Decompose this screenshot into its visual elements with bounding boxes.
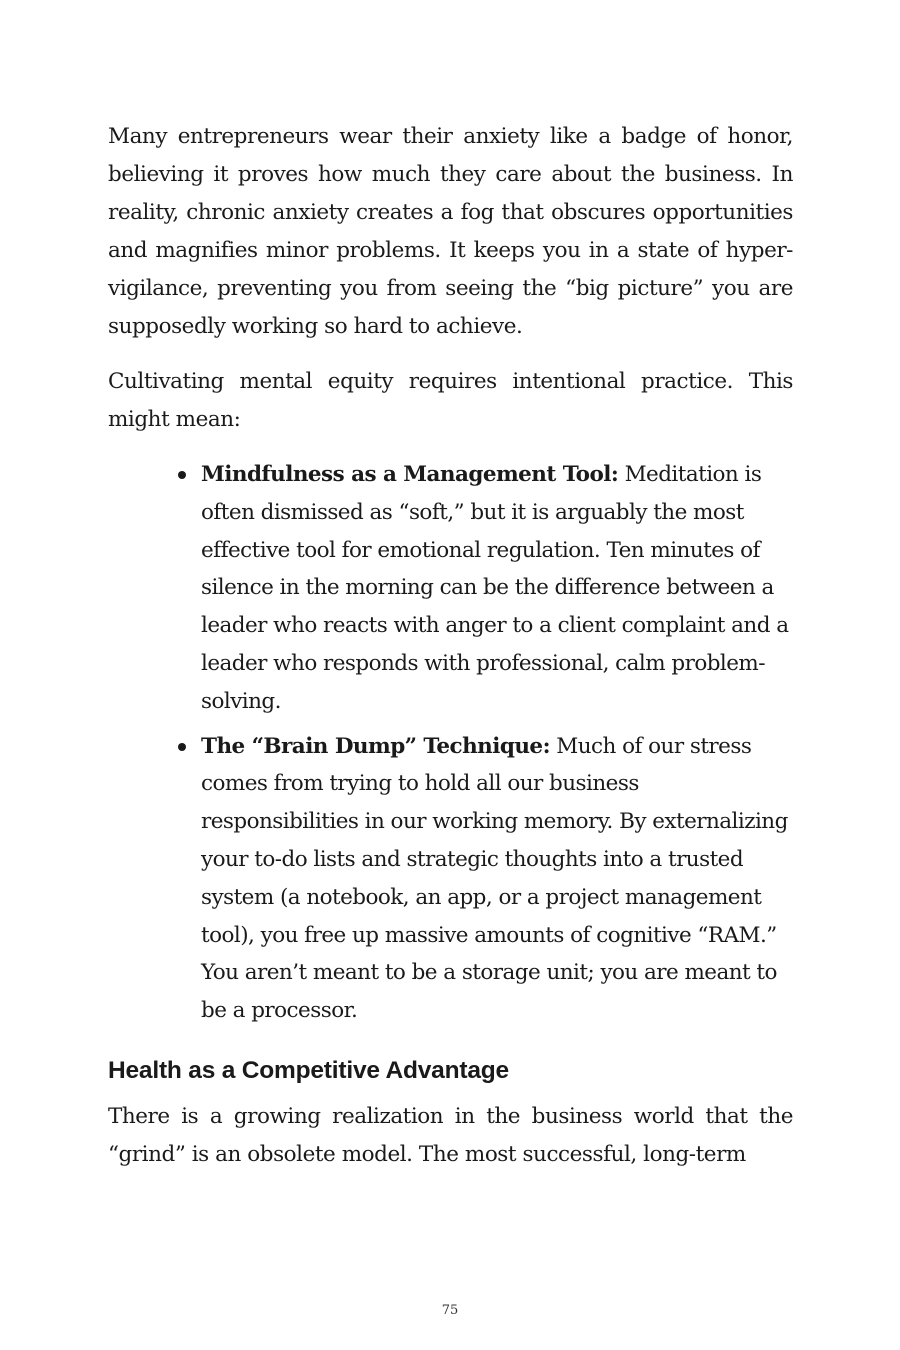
paragraph-anxiety: Many entrepreneurs wear their anxiety like a badge of honor, believing it proves how much they care about the business. In reality, chronic anxiety creates a fog that obscures opportunities and magnifies minor problems. It keeps you in a state of hyper-vigilance, preventing you from seeing the “big picture” you are supposedly working so hard to achieve.	[108, 124, 793, 339]
page-body	[108, 118, 793, 1174]
practice-list	[108, 456, 793, 1030]
list-item-title: Mindfulness as a Management Tool:	[201, 462, 619, 487]
list-item-brain-dump	[201, 728, 793, 1030]
list-item-text: Meditation is often dismissed as “soft,” but it is arguably the most effective tool for emotional regulation. Ten minutes of silence in the morning can be the difference between a leader who reacts with anger to a client complaint and a leader who responds with professional, calm problem-solving.	[201, 462, 789, 714]
bullet-icon	[178, 743, 186, 751]
list-item-mindfulness	[201, 456, 793, 721]
paragraph-health: There is a growing realization in the business world that the “grind” is an obsolete model. The most successful, long-term	[108, 1103, 793, 1167]
list-item-title: The “Brain Dump” Technique:	[201, 733, 550, 759]
bullet-icon	[178, 471, 186, 479]
list-item-text: Much of our stress comes from trying to hold all our business responsibilities in our working memory. By externalizing your to-do lists and strategic thoughts into a trusted system (a notebook, an app, or a project management tool), you free up massive amounts of cognitive “RAM.” You aren’t meant to be a storage unit; you are meant to be a processor.	[201, 733, 788, 1024]
paragraph-mental-equity: Cultivating mental equity requires intentional practice. This might mean:	[108, 369, 793, 432]
page-number: 75	[441, 1303, 459, 1318]
section-heading: Health as a Competitive Advantage	[108, 1056, 509, 1084]
